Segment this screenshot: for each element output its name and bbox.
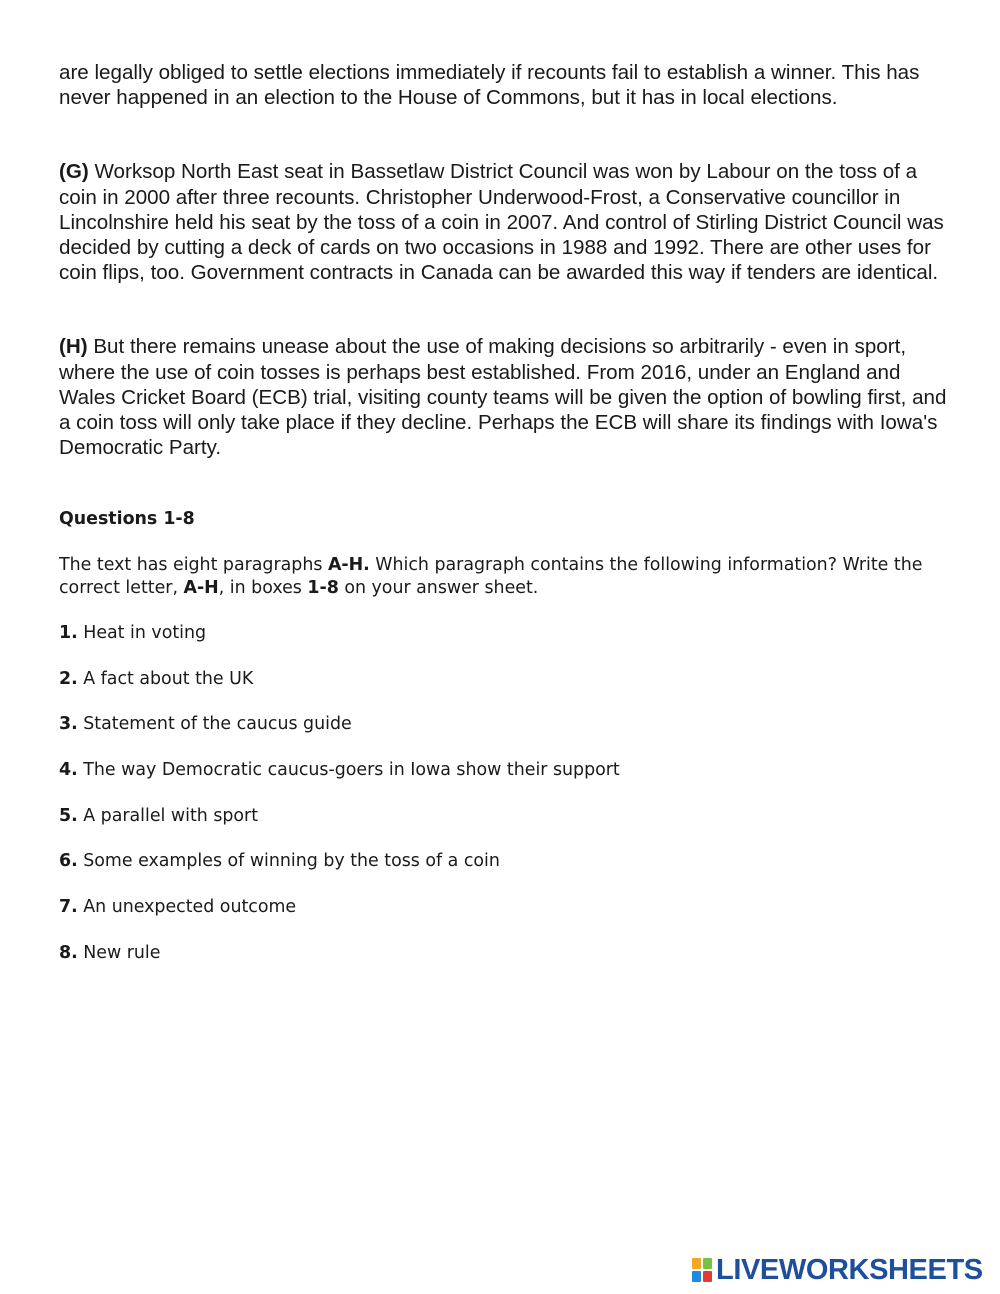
question-text: Some examples of winning by the toss of a coin	[77, 851, 500, 872]
logo-square-icon	[692, 1271, 701, 1282]
questions-instructions	[59, 554, 959, 600]
instr-text-1: The text has eight paragraphs	[59, 555, 328, 575]
question-item-8	[59, 942, 620, 988]
instr-bold-3: 1-8	[307, 578, 339, 598]
paragraph-h-label: (H)	[59, 335, 88, 359]
logo-square-icon	[703, 1258, 712, 1269]
question-item-2	[59, 668, 620, 714]
instr-text-4: on your answer sheet.	[338, 578, 539, 598]
paragraph-g-label: (G)	[59, 160, 89, 184]
paragraph-h-text: But there remains unease about the use of making decisions so arbitrarily - even in sport, where the use of coin tosses is perhaps best established. From 2016, under an England and Wales Cricket Board (ECB) trial, visiting county teams will be given the option of bowling first, and a coin toss will only take place if they decline. Perhaps the ECB will share its findings with Iowa's Democratic Party.	[59, 335, 947, 460]
question-number: 3.	[59, 714, 78, 735]
question-item-1	[59, 622, 620, 668]
question-item-3	[59, 713, 620, 759]
question-list	[59, 622, 620, 988]
logo-square-icon	[703, 1271, 712, 1282]
question-text: The way Democratic caucus-goers in Iowa show their support	[77, 760, 620, 781]
instr-text-3: , in boxes	[218, 578, 308, 598]
question-number: 2.	[59, 668, 78, 689]
liveworksheets-logo[interactable]	[692, 1255, 983, 1285]
question-text: Statement of the caucus guide	[77, 714, 352, 735]
paragraph-h	[59, 334, 949, 460]
question-text: An unexpected outcome	[77, 897, 297, 918]
instr-bold-2: A-H	[183, 578, 219, 598]
question-text: Heat in voting	[77, 623, 207, 643]
questions-heading: Questions 1-8	[59, 509, 195, 529]
logo-text: LIVEWORKSHEETS	[716, 1254, 983, 1286]
question-text: New rule	[77, 942, 161, 963]
question-number: 7.	[59, 897, 78, 918]
passage-intro-continuation: are legally obliged to settle elections immediately if recounts fail to establish a winner. This has never happened in an election to the House of Commons, but it has in local elections.	[59, 61, 920, 110]
paragraph-g	[59, 159, 949, 285]
question-number: 6.	[59, 851, 78, 872]
question-number: 8.	[59, 942, 78, 963]
instr-text-2: Which paragraph contains the following information? Write the correct letter,	[59, 555, 923, 598]
question-item-6	[59, 850, 620, 896]
question-item-7	[59, 896, 620, 942]
question-item-4	[59, 759, 620, 805]
liveworksheets-logo-icon	[692, 1258, 712, 1282]
paragraph-g-text: Worksop North East seat in Bassetlaw District Council was won by Labour on the toss of a coin in 2000 after three recounts. Christopher Underwood-Frost, a Conservative councillor in Lincolnshire held his seat by the toss of a coin in 2007. And control of Stirling District Council was decided by cutting a deck of cards on two occasions in 1988 and 1992. There are other uses for coin flips, too. Government contracts in Canada can be awarded this way if tenders are identical.	[59, 160, 944, 285]
passage	[59, 60, 949, 460]
question-text: A fact about the UK	[77, 668, 254, 689]
question-item-5	[59, 805, 620, 851]
logo-square-icon	[692, 1258, 701, 1269]
question-number: 1.	[59, 623, 78, 643]
question-number: 4.	[59, 760, 78, 781]
question-number: 5.	[59, 805, 78, 826]
instr-bold-1: A-H.	[327, 555, 370, 575]
question-text: A parallel with sport	[77, 805, 259, 826]
